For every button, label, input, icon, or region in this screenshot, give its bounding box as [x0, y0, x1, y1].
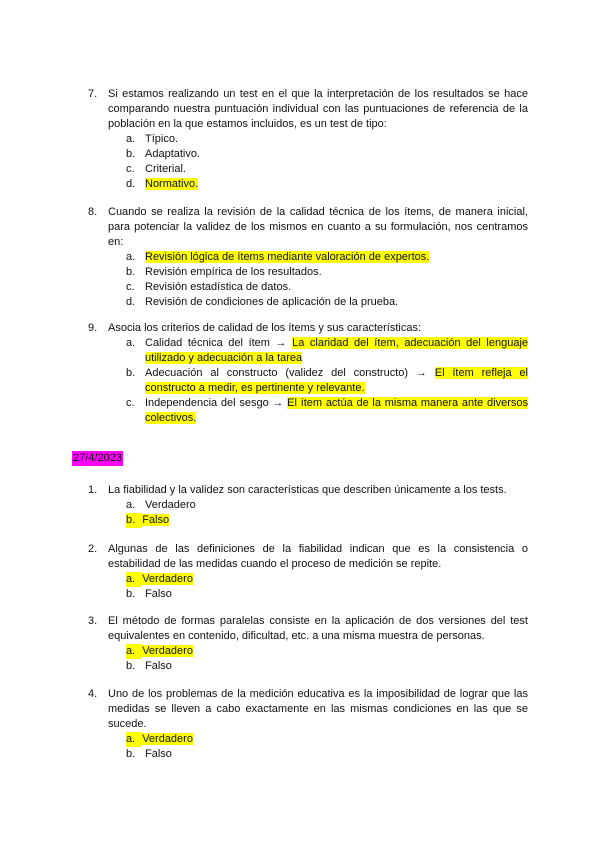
option-a	[126, 250, 528, 265]
question-number: 7.	[88, 88, 98, 100]
option-letter: b.	[126, 588, 136, 600]
option-a	[126, 644, 528, 659]
pair-a	[126, 336, 528, 366]
question-number: 4.	[88, 688, 98, 700]
option-b	[126, 265, 528, 280]
option-text-highlighted: Verdadero	[142, 733, 193, 745]
option-d	[126, 177, 528, 192]
pair-letter: a.	[126, 337, 136, 349]
option-a	[126, 498, 528, 513]
options-list	[126, 250, 528, 310]
pair-answer-highlighted: El ítem refleja el constructo a medir, es pertinente y relevante.	[145, 367, 528, 394]
pair-answer-highlighted: La claridad del ítem, adecuación del lenguaje utilizado y adecuación a la tarea	[145, 337, 529, 364]
option-letter: a.	[126, 572, 142, 587]
question-text: La fiabilidad y la validez son características que describen únicamente a los tests.	[108, 484, 507, 496]
option-a	[126, 732, 528, 747]
option-letter: c.	[126, 163, 135, 175]
tf-question-4	[90, 687, 528, 762]
date-heading: 27/4/2023	[73, 452, 122, 464]
tf-question-1	[90, 483, 528, 528]
question-number: 3.	[88, 615, 98, 627]
tf-question-2	[90, 542, 528, 602]
option-b	[126, 513, 528, 528]
options-list	[126, 132, 528, 192]
pair-letter: b.	[126, 367, 136, 379]
option-letter: b.	[126, 748, 136, 760]
option-letter: c.	[126, 281, 135, 293]
question-text: Asocia los criterios de calidad de los ítems y sus características:	[108, 322, 422, 334]
question-number: 8.	[88, 206, 98, 218]
option-c	[126, 162, 528, 177]
option-text: Revisión estadística de datos.	[145, 281, 292, 293]
pairs-list	[126, 336, 528, 426]
question-text: Si estamos realizando un test en el que la interpretación de los resultados se hace comparando nuestra puntuación individual con las puntuaciones de referencia de la población en la que estamos incluidos, es un test de tipo:	[108, 88, 528, 130]
pair-criterion: Adecuación al constructo (validez del constructo) →	[145, 367, 427, 379]
option-text: Falso	[145, 588, 172, 600]
pair-criterion: Calidad técnica del ítem →	[145, 337, 287, 349]
pair-criterion: Independencia del sesgo →	[145, 397, 284, 409]
option-text-highlighted: Falso	[142, 514, 170, 526]
option-letter: a.	[126, 251, 136, 263]
question-text: Uno de los problemas de la medición educativa es la imposibilidad de lograr que las medidas se lleven a cabo exactamente en las mismas condiciones en las que se sucede.	[108, 688, 528, 730]
options-list	[126, 572, 528, 602]
pair-b	[126, 366, 528, 396]
options-list	[126, 644, 528, 674]
option-text-highlighted: Revisión lógica de ítems mediante valoración de expertos.	[145, 251, 430, 263]
option-letter: a.	[126, 499, 136, 511]
options-list	[126, 498, 528, 528]
option-text-highlighted: Verdadero	[142, 645, 193, 657]
option-text: Verdadero	[145, 499, 196, 511]
pair-letter: c.	[126, 397, 135, 409]
option-text: Adaptativo.	[145, 148, 201, 160]
option-letter: b.	[126, 266, 136, 278]
option-letter: a.	[126, 133, 136, 145]
option-letter: d.	[126, 178, 136, 190]
option-text-highlighted: Verdadero	[142, 573, 193, 585]
option-b	[126, 747, 528, 762]
question-text: El método de formas paralelas consiste en la aplicación de dos versiones del test equivalentes en contenido, dificultad, etc. a una misma muestra de personas.	[108, 615, 528, 642]
option-letter: b.	[126, 660, 136, 672]
question-8	[90, 205, 528, 310]
option-text: Falso	[145, 748, 172, 760]
option-letter: b.	[126, 148, 136, 160]
question-number: 2.	[88, 543, 98, 555]
question-number: 9.	[88, 322, 98, 334]
option-text: Revisión de condiciones de aplicación de la prueba.	[145, 296, 399, 308]
options-list	[126, 732, 528, 762]
option-a	[126, 572, 528, 587]
option-b	[126, 659, 528, 674]
option-text: Falso	[145, 660, 172, 672]
option-a	[126, 132, 528, 147]
option-letter: a.	[126, 644, 142, 659]
pair-c	[126, 396, 528, 426]
question-text: Algunas de las definiciones de la fiabilidad indican que es la consistencia o estabilidad de las medidas cuando el proceso de medición se repite.	[108, 543, 528, 570]
question-9	[90, 321, 528, 426]
pair-answer-highlighted: El ítem actúa de la misma manera ante diversos colectivos.	[145, 397, 528, 424]
tf-question-3	[90, 614, 528, 674]
option-b	[126, 147, 528, 162]
option-letter: b.	[126, 513, 142, 528]
option-b	[126, 587, 528, 602]
option-letter: a.	[126, 732, 142, 747]
option-letter: d.	[126, 296, 136, 308]
option-c	[126, 280, 528, 295]
option-d	[126, 295, 528, 310]
option-text: Típico.	[145, 133, 179, 145]
option-text: Revisión empírica de los resultados.	[145, 266, 322, 278]
option-text: Criterial.	[145, 163, 186, 175]
question-7	[90, 87, 528, 192]
question-text: Cuando se realiza la revisión de la calidad técnica de los ítems, de manera inicial, para potenciar la validez de los mismos en cuanto a su formulación, nos centramos en:	[108, 206, 528, 248]
question-number: 1.	[88, 484, 98, 496]
option-text-highlighted: Normativo.	[145, 178, 199, 190]
